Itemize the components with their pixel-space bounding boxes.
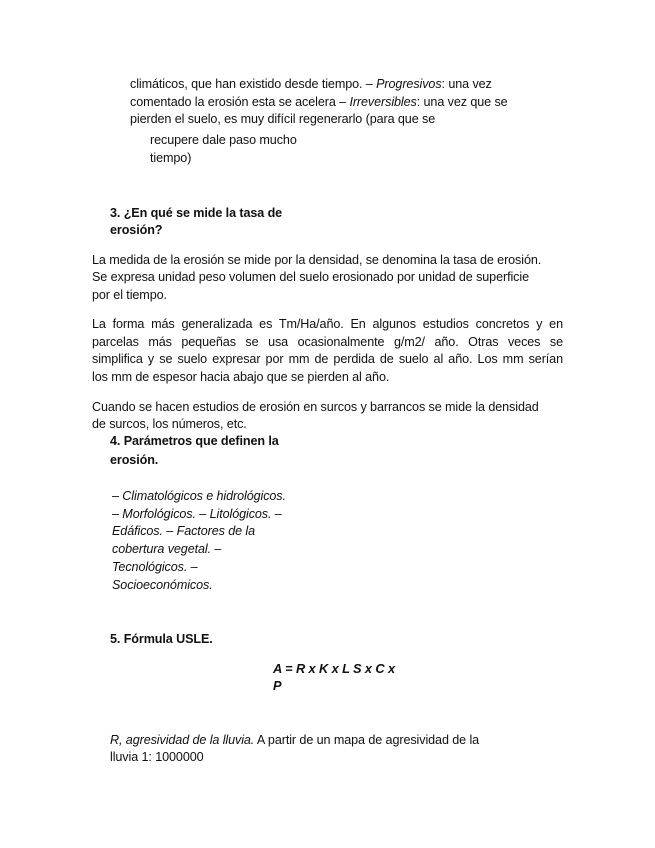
section3-para2-line-2: parcelas más pequeñas se usa ocasionalmente g/m2/ año. Otras veces se <box>92 335 563 349</box>
intro-line-2-text: comentado la erosión esta se acelera – <box>130 95 350 109</box>
section3-para2-line-1: La forma más generalizada es Tm/Ha/año. En algunos estudios concretos y en <box>92 317 563 331</box>
intro-line-1-text: climáticos, que han existido desde tiempo. – <box>130 77 377 91</box>
section3-para2-line-4: los mm de espesor hacia abajo que se pierden al año. <box>92 370 390 384</box>
section4-list-line-5: Tecnológicos. – <box>112 560 198 574</box>
section3-para1-line-3: por el tiempo. <box>92 288 167 302</box>
r-factor-line-2: lluvia 1: 1000000 <box>110 750 204 764</box>
section3-heading-line-1: 3. ¿En qué se mide la tasa de <box>110 206 283 220</box>
section5-heading: 5. Fórmula USLE. <box>110 632 213 646</box>
section3-heading-line-2: erosión? <box>110 223 163 237</box>
section3-para2-line-3: simplifica y se suelo expresar por mm de perdida de suelo al año. Los mm serían <box>92 352 563 366</box>
intro-line-4: recupere dale paso mucho <box>150 133 297 147</box>
r-factor-term: R, agresividad de la lluvia. <box>110 733 255 747</box>
intro-line-3: pierden el suelo, es muy difícil regenerarlo (para que se <box>130 112 436 126</box>
section3-para3-line-2: de surcos, los números, etc. <box>92 417 247 431</box>
intro-line-2 <box>130 94 508 112</box>
intro-term-irreversibles: Irreversibles <box>349 95 417 109</box>
intro-line-1 <box>130 76 492 94</box>
section4-list-line-1: – Climatológicos e hidrológicos. <box>112 489 286 503</box>
section4-heading-line-2: erosión. <box>110 453 159 467</box>
usle-formula-line-1: A = R x K x L S x C x <box>273 661 396 676</box>
usle-formula-line-2: P <box>273 678 282 693</box>
section3-para3-line-1: Cuando se hacen estudios de erosión en surcos y barrancos se mide la densidad <box>92 400 539 414</box>
section4-list-line-4: cobertura vegetal. – <box>112 542 222 556</box>
section4-list-line-6: Socioeconómicos. <box>112 578 213 592</box>
section3-para1-line-1: La medida de la erosión se mide por la densidad, se denomina la tasa de erosión. <box>92 253 542 267</box>
intro-line-2-end: : una vez que se <box>416 95 508 109</box>
intro-term-progresivos: Progresivos <box>376 77 442 91</box>
r-factor-description: A partir de un mapa de agresividad de la <box>254 733 480 747</box>
section4-list-line-2: – Morfológicos. – Litológicos. – <box>112 507 282 521</box>
section3-para1-line-2: Se expresa unidad peso volumen del suelo erosionado por unidad de superficie <box>92 270 529 284</box>
r-factor-line-1 <box>110 732 479 750</box>
intro-line-1-end: : una vez <box>441 77 492 91</box>
section4-list-line-3: Edáficos. – Factores de la <box>112 524 256 538</box>
section4-heading-line-1: 4. Parámetros que definen la <box>110 434 279 448</box>
intro-line-5: tiempo) <box>150 151 192 165</box>
